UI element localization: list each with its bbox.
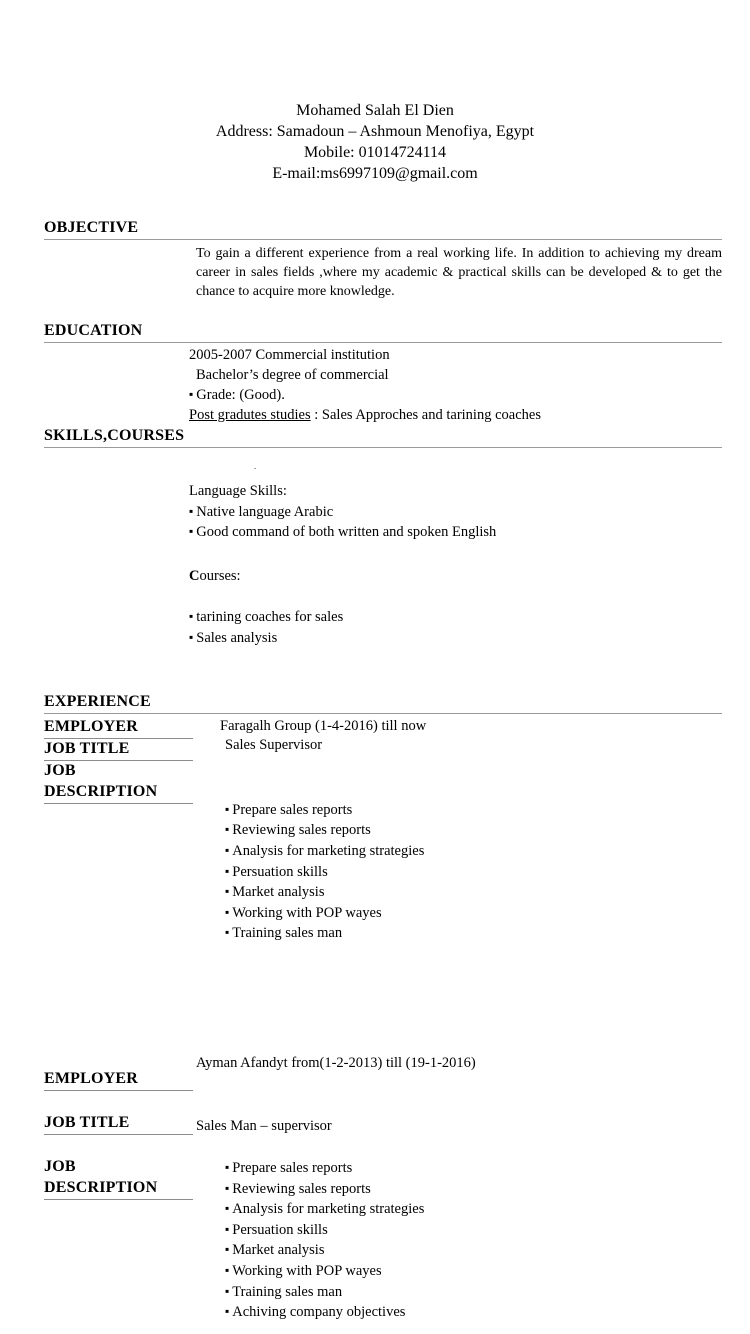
employer-label: EMPLOYER — [44, 718, 139, 735]
stray-dot: . — [254, 462, 256, 471]
employer-label: EMPLOYER — [44, 1070, 139, 1087]
job-label: JOB — [44, 762, 76, 779]
job2-title: Sales Man – supervisor — [196, 1118, 332, 1134]
job2-duty: ▪ Analysis for marketing strategies — [225, 1199, 424, 1219]
objective-heading: OBJECTIVE — [44, 219, 139, 236]
job1-duty: ▪ Training sales man — [225, 923, 342, 943]
education-postgrad — [189, 405, 541, 425]
job2-duty: ▪ Persuation skills — [225, 1220, 328, 1240]
courses-label: Courses: — [189, 568, 241, 584]
job-title-label: JOB TITLE — [44, 740, 130, 757]
job-title-label: JOB TITLE — [44, 1114, 130, 1131]
experience-rule — [44, 713, 722, 714]
job1-duty: ▪ Reviewing sales reports — [225, 820, 371, 840]
education-rule — [44, 342, 722, 343]
job-label: JOB — [44, 1158, 76, 1175]
language-item: ▪ Good command of both written and spoken English — [189, 522, 496, 542]
job1-duty: ▪ Market analysis — [225, 882, 324, 902]
education-grade: ▪ Grade: (Good). — [189, 385, 285, 405]
job-title-label-rule — [44, 1134, 193, 1135]
job2-duty: ▪ Working with POP wayes — [225, 1261, 382, 1281]
job2-duty: ▪ Market analysis — [225, 1240, 324, 1260]
education-institution: 2005-2007 Commercial institution — [189, 347, 390, 363]
experience-heading: EXPERIENCE — [44, 693, 151, 710]
job2-employer: Ayman Afandyt from(1-2-2013) till (19-1-2016) — [196, 1055, 476, 1071]
description-label-rule — [44, 803, 193, 804]
postgrad-label: Post gradutes studies — [189, 407, 311, 423]
job1-duty: ▪ Prepare sales reports — [225, 800, 352, 820]
job1-duty: ▪ Analysis for marketing strategies — [225, 841, 424, 861]
objective-text: To gain a different experience from a real working life. In addition to achieving my dream career in sales fields ,where my academic & practical skills can be developed & to get the chance to acquire more knowledge. — [196, 246, 722, 299]
education-heading: EDUCATION — [44, 322, 143, 339]
job1-duty: ▪ Working with POP wayes — [225, 903, 382, 923]
description-label: DESCRIPTION — [44, 783, 158, 800]
education-degree: Bachelor’s degree of commercial — [196, 367, 389, 383]
job1-employer: Faragalh Group (1-4-2016) till now — [220, 718, 427, 734]
job1-title: Sales Supervisor — [225, 737, 323, 753]
job2-duty: ▪ Achiving company objectives — [225, 1302, 405, 1322]
employer-label-rule — [44, 1090, 193, 1091]
course-item: ▪ tarining coaches for sales — [189, 607, 343, 627]
candidate-email: E-mail:ms6997109@gmail.com — [272, 165, 478, 182]
language-item: ▪ Native language Arabic — [189, 502, 333, 522]
objective-rule — [44, 239, 722, 240]
skills-rule — [44, 447, 722, 448]
course-item: ▪ Sales analysis — [189, 628, 277, 648]
candidate-address: Address: Samadoun – Ashmoun Menofiya, Egypt — [215, 123, 535, 140]
description-label: DESCRIPTION — [44, 1179, 158, 1196]
candidate-mobile: Mobile: 01014724114 — [303, 144, 447, 161]
description-label-rule — [44, 1199, 193, 1200]
language-skills-label: Language Skills: — [189, 483, 287, 499]
postgrad-text: : Sales Approches and tarining coaches — [310, 407, 541, 423]
job1-duty: ▪ Persuation skills — [225, 862, 328, 882]
candidate-name: Mohamed Salah El Dien — [296, 102, 454, 119]
job2-duty: ▪ Reviewing sales reports — [225, 1179, 371, 1199]
job2-duty: ▪ Prepare sales reports — [225, 1158, 352, 1178]
job2-duty: ▪ Training sales man — [225, 1282, 342, 1302]
skills-heading: SKILLS,COURSES — [44, 427, 185, 444]
